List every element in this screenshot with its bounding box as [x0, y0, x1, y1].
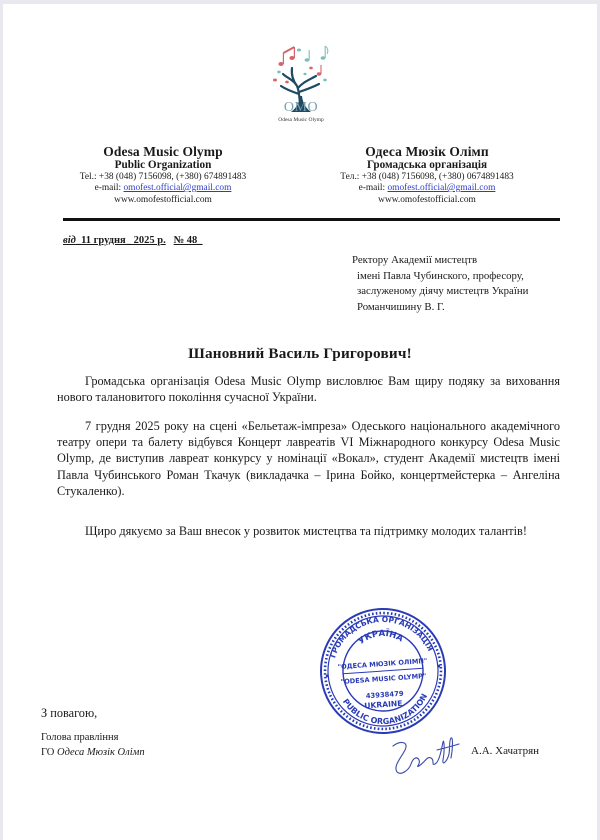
org-phone-ua: Тел.: +38 (048) 7156098, (+380) 0674891483	[340, 171, 514, 182]
logo-abbreviation: OMO	[283, 100, 319, 115]
addressee-line: Ректору Академії мистецтв	[352, 254, 478, 266]
org-type-ua: Громадська організація	[366, 158, 488, 171]
addressee-line: заслуженому діячу мистецтв України	[357, 285, 529, 298]
org-name-ua: Одеса Мюзік Олімп	[365, 144, 489, 159]
signer-name: А.А. Хачатрян	[471, 745, 540, 757]
body-paragraph	[57, 523, 560, 539]
letterhead-ukrainian	[307, 145, 547, 205]
email-link[interactable]: omofest.official@gmail.com	[387, 183, 496, 194]
letterhead-english	[43, 145, 283, 205]
paragraph-text: Громадська організація Odesa Music Olymp висловлює Вам щиру подяку за виховання нового талановитого покоління сучасної України.	[57, 374, 560, 405]
reference-line	[63, 235, 203, 246]
stamp-country-en: UKRAINE	[363, 698, 403, 711]
org-phone-en: Tel.: +38 (048) 7156098, (+380) 674891483	[79, 171, 247, 182]
org-email-line-en	[43, 184, 283, 193]
reference-date: _11 грудня_ 2025 р.	[75, 235, 166, 246]
org-website-en: www.omofestofficial.com	[114, 194, 212, 205]
logo-caption: Odesa Music Olymp	[278, 117, 324, 123]
reference-number: № 48_	[173, 235, 203, 246]
body-paragraph	[57, 373, 560, 405]
stamp-country-ua: УКРАЇНА	[356, 628, 405, 647]
handwritten-signature-icon	[387, 732, 467, 778]
addressee-line: Романчишину В. Г.	[357, 300, 445, 313]
stamp-code: 43938479	[365, 689, 404, 701]
body-paragraph	[57, 418, 560, 499]
org-name-en: Odesa Music Olymp	[103, 144, 223, 159]
letterhead-divider	[63, 218, 560, 221]
stamp-name-en: "ODESA MUSIC OLYMP"	[340, 671, 427, 686]
reference-from-label: від	[63, 235, 76, 246]
org-email-line-ua	[307, 184, 547, 193]
stamp-outer-top: ГРОМАДСЬКА ОРГАНІЗАЦІЯ	[328, 614, 436, 659]
letter-page	[3, 4, 597, 840]
signer-title: Голова правління	[41, 732, 119, 743]
org-prefix: ГО	[41, 746, 58, 758]
addressee-block	[352, 253, 529, 315]
org-website-ua: www.omofestofficial.com	[378, 194, 476, 205]
signer-position	[41, 731, 145, 760]
org-type-en: Public Organization	[114, 158, 212, 171]
email-link[interactable]: omofest.official@gmail.com	[123, 183, 232, 194]
email-label: e-mail:	[358, 183, 388, 194]
stamp-name-ua: "ОДЕСА МЮЗІК ОЛІМП"	[337, 656, 428, 672]
paragraph-text: 7 грудня 2025 року на сцені «Бельетаж-імпреза» Одеського національного академічного театру опери та балету відбувся Концерт лавреатів VI Міжнародного конкурсу Odesa Music Olymp, де виступив лавреат конкурсу у номінації «Вокал», студент Академії мистецтв імені Павла Чубинського Роман Ткачук (викладачка – Ірина Бойко, концертмейстерка – Ангеліна Стукаленко).	[57, 419, 560, 498]
svg-text:УКРАЇНА	[356, 627, 406, 648]
salutation: Шановний Василь Григорович!	[188, 345, 412, 362]
closing-phrase: З повагою,	[41, 706, 98, 720]
org-name: Одеса Мюзік Олімп	[57, 746, 145, 758]
email-label: e-mail:	[94, 183, 124, 194]
signer-org	[41, 746, 145, 761]
paragraph-text: Щиро дякуємо за Ваш внесок у розвиток мистецтва та підтримку молодих талантів!	[85, 524, 527, 538]
addressee-line: імені Павла Чубинского, професору,	[357, 269, 524, 282]
stamp-outer-bottom: PUBLIC ORGANIZATION	[340, 692, 430, 727]
official-stamp-icon	[315, 606, 451, 736]
